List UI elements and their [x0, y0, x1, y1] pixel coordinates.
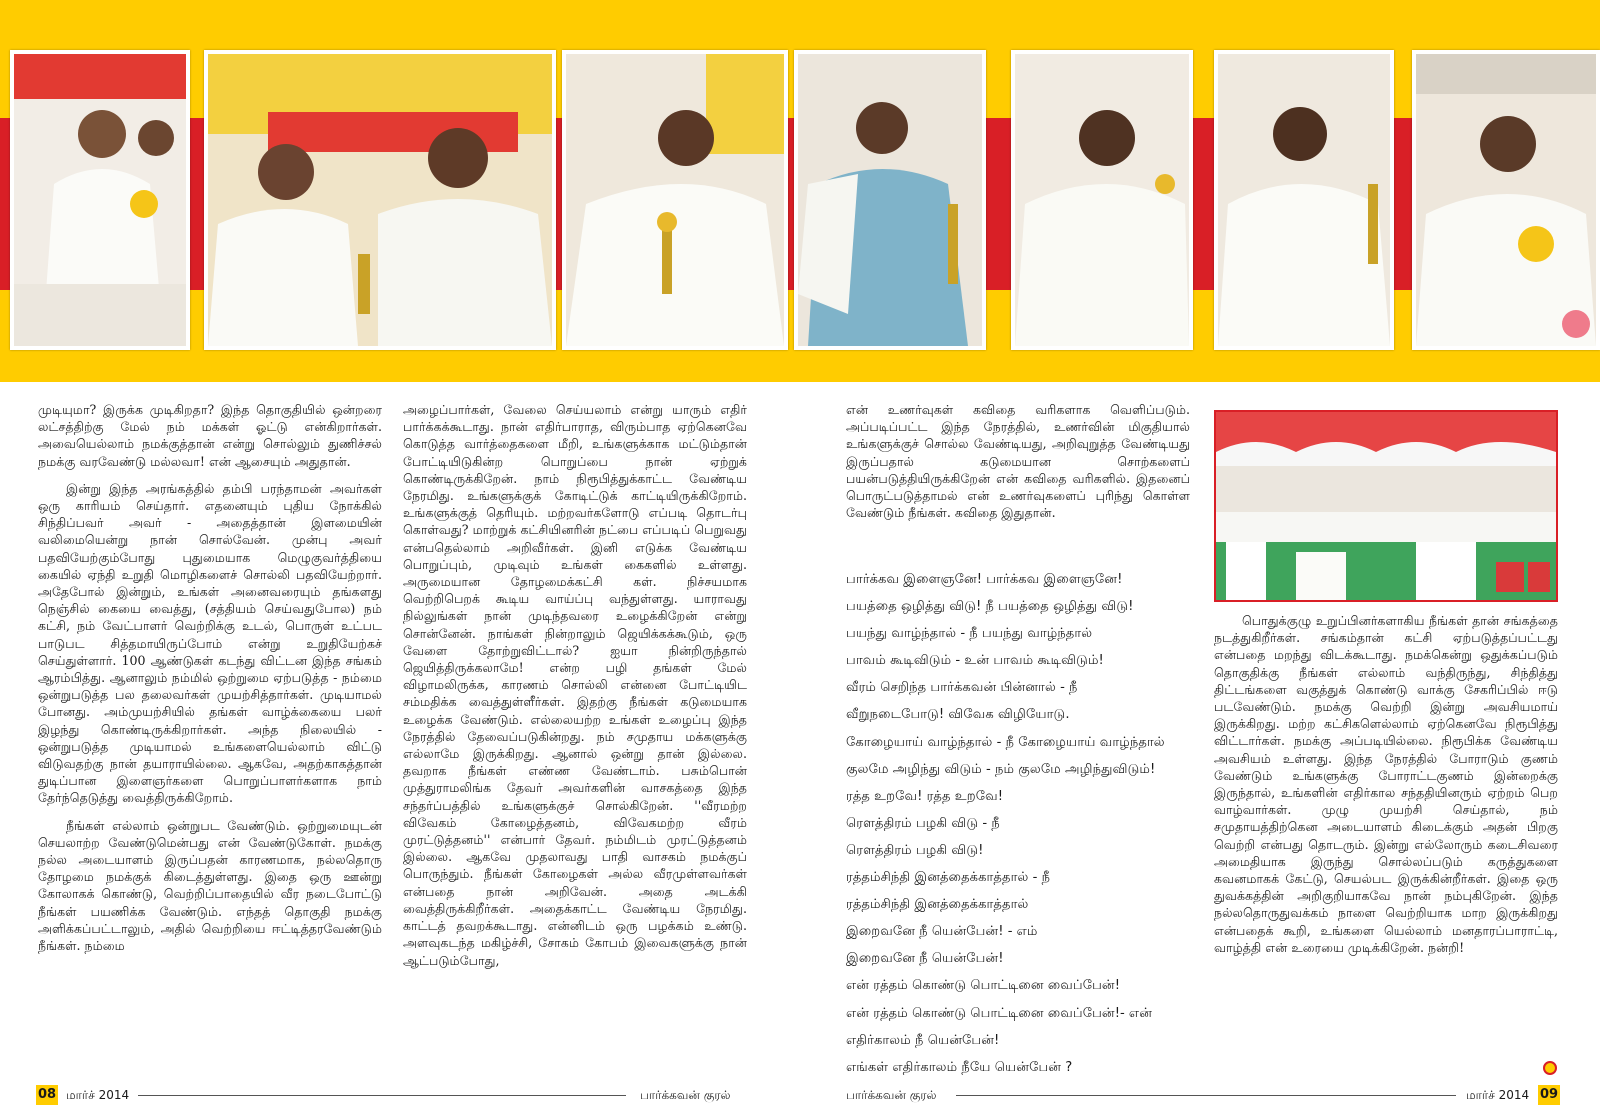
poem-line: பயந்து வாழ்ந்தால் - நீ பயந்து வாழ்ந்தால் — [846, 626, 1093, 642]
footer — [0, 1085, 1600, 1105]
poem-line: ரத்தம்சிந்தி இனத்தைக்காத்தால் — [846, 897, 1029, 913]
poem-line: ரௌத்திரம் பழகி விடு! — [846, 842, 984, 858]
poem-line: இறைவனே நீ யென்பேன்! — [846, 951, 1004, 967]
photo-award-handover-3 — [794, 50, 986, 350]
poem-line: எதிர்காலம் நீ யென்பேன்! — [846, 1032, 1000, 1048]
photo-award-handover-4 — [1011, 50, 1193, 350]
paragraph: பொதுக்குழு உறுப்பினர்களாகிய நீங்கள் தான் சங்கத்தை நடத்துகிறீர்கள். சங்கம்தான் கட்சி ஏற்படுத்தப்பட்டது என்பதை மறந்து விடக்கூடாது. நமக்கென்று ஒதுக்கப்படும் தொகுதிக்கு நீங்கள் எல்லாம் வந்திருந்து, சிந்தித்து திட்டங்களை வகுத்துக் கொண்டு வாக்கு சேகரிப்பில் ஈடு படவேண்டும். நமக்கு வெற்றி இன்று அவசியமாய் இருக்கிறது. மற்ற கட்சிகளெல்லாம் ஏற்கெனவே நிரூபித்து விட்டார்கள். நமக்கு அப்படியில்லை. நிரூபிக்க வேண்டிய அவசியம் உள்ளது. இந்த நேரத்தில் போராடும் குணம் வேண்டும் உங்களுக்கு போராட்டகுணம் இன்றைக்கு இருந்தால், உங்களின் எதிர்கால சந்ததியினரும் ஏற்றம் பெற வாழ்வார்கள். முழு முயற்சி செய்தால், நம் சமுதாயத்திற்கென அடையாளம் கிடைக்கும் அதன் பிறகு வெற்றி என்பது தொடரும். இன்று எல்லோரும் கடைசிவரை அமைதியாக இருந்து சொல்லப்படும் கருத்துகளை கவனமாகக் கேட்டு, செயல்பட இருக்கின்றீர்கள். இதை ஒரு துவக்கத்தின் அறிகுறியாகவே நான் நம்புகிறேன். இந்த நல்லதொருதுவக்கம் நாளை வெற்றியாக மாற இருக்கிறது என்பதைக் கூறி, உங்களை யெல்லாம் மனதாரப்பாராட்டி, வாழ்த்தி என் உரையை முடிக்கிறேன். நன்றி! — [1214, 613, 1558, 955]
footer-month-right: மார்ச் 2014 — [1466, 1088, 1530, 1102]
photo-image — [1015, 54, 1189, 346]
poem-line: பயத்தை ஒழித்து விடு! நீ பயத்தை ஒழித்து விடு! — [846, 599, 1134, 615]
footer-rule-left — [138, 1095, 626, 1096]
poem-line: என் ரத்தம் கொண்டு பொட்டினை வைப்பேன்!- என் — [846, 1005, 1153, 1021]
poem-line: வீறுநடைபோடு! விவேக விழியோடு. — [846, 707, 1070, 723]
poem-line: குலமே அழிந்து விடும் - நம் குலமே அழிந்துவிடும்! — [846, 761, 1156, 777]
footer-magazine-right: பார்க்கவன் குரல் — [846, 1088, 937, 1102]
poem-line: இறைவனே நீ யென்பேன்! - எம் — [846, 924, 1038, 940]
left-column-1 — [38, 401, 382, 964]
footer-rule-right — [956, 1095, 1456, 1096]
paragraph: முடியுமா? இருக்க முடிகிறதா? இந்த தொகுதியில் ஒன்றரை லட்சத்திற்கு மேல் நம் மக்கள் ஓட்டு என்கிறார்கள். அவையெல்லாம் நமக்குத்தான் என்று சொல்லும் துணிச்சல் நமக்கு வரவேண்டு மல்லவா! என் ஆசையும் அதுதான். — [38, 402, 382, 469]
poem-line: ரத்தம்சிந்தி இனத்தைக்காத்தால் - நீ — [846, 870, 1051, 886]
photo-image — [1216, 412, 1556, 600]
poem-line: என் ரத்தம் கொண்டு பொட்டினை வைப்பேன்! — [846, 978, 1120, 994]
photo-award-handover-2 — [562, 50, 788, 350]
right-column-intro — [846, 401, 1190, 531]
poem-line: கோழையாய் வாழ்ந்தால் - நீ கோழையாய் வாழ்ந்தால் — [846, 734, 1165, 750]
poem-block — [846, 566, 1206, 1081]
footer-month-left: மார்ச் 2014 — [66, 1088, 130, 1102]
photo-image — [208, 54, 552, 346]
inset-photo-gathering — [1214, 410, 1558, 602]
photo-image — [1218, 54, 1390, 346]
photo-award-handover-1 — [204, 50, 556, 350]
poem-line: பார்க்கவ இளைஞனே! பார்க்கவ இளைஞனே! — [846, 572, 1123, 587]
poem-line: ரத்த உறவே! ரத்த உறவே! — [846, 788, 1003, 804]
footer-magazine-left: பார்க்கவன் குரல் — [640, 1088, 731, 1102]
poem-line: வீரம் செறிந்த பார்க்கவன் பின்னால் - நீ — [846, 680, 1078, 696]
right-column-2 — [1214, 612, 1558, 966]
paragraph: அழைப்பார்கள், வேலை செய்யலாம் என்று யாரும் எதிர் பார்க்கக்கூடாது. நான் எதிர்பாராத, விரும்பாத ஏற்கெனவே கொடுத்த வார்த்தைகளை மீறி, உங்களுக்காக மட்டும்தான் போட்டியிடுகின்ற பொறுப்பை நான் ஏற்றுக் கொண்டிருக்கிறேன். நாம் நிரூபித்துக்காட்ட வேண்டிய நேரமிது. உங்களுக்குக் கோடிட்டுக் காட்டியிருக்கிறோம். உங்களுக்குத் தெரியும். மற்றவர்களோடு எப்படி தொடர்பு கொள்வது? மாற்றுக் கட்சியினரின் நட்பை எப்படிப் பெறுவது என்பதெல்லாம் அறிவீர்கள். இனி எடுக்க வேண்டிய பொறுப்பும், முடிவும் உங்கள் கைகளில் உள்ளது. அருமையான தோழமைக்கட்சி கள். நிச்சயமாக வெற்றிபெறக் கூடிய வாய்ப்பு வந்துள்ளது. யாராவது நில்லுங்கள் நான் முடிந்தவரை உழைக்கிறேன் என்று சொன்னேன். நாங்கள் நின்றாலும் ஜெயிக்கக்கூடும், ஒரு வேளை தோற்றுவிட்டால்? ஐயா நின்றிருந்தால் ஜெயித்திருக்கலாமே! என்ற பழி தங்கள் மேல் விழாமலிருக்க, காரணம் சொல்லி என்னை போட்டியிட சம்மதிக்க வைத்துள்ளீர்கள். இதற்கு நீங்கள் கடுமையாக உழைக்க வேண்டும். எல்லையற்ற உங்கள் உழைப்பு இந்த நேரத்தில் தேவைப்படுகின்றது. நம் சமுதாய மக்களுக்கு எல்லாமே இருக்கிறது. ஆனால் ஒன்று தான் இல்லை. தவறாக நீங்கள் எண்ண வேண்டாம். பசும்பொன் முத்துராமலிங்க தேவர் அவர்களின் வாசகத்தை இந்த சந்தர்ப்பத்தில் உங்களுக்குச் சொல்கிறேன். ''வீரமற்ற விவேகம் கோழைத்தனம், விவேகமற்ற வீரம் முரட்டுத்தனம்'' என்பார் தேவர். நம்மிடம் முரட்டுத்தனம் இல்லை. ஆகவே முதலாவது பாதி வாசகம் நமக்குப் பொருந்தும். நீங்கள் கோழைகள் அல்ல வீரமுள்ளவர்கள் என்பதை நான் அறிவேன். அதை அடக்கி வைத்திருக்கிறீர்கள். அதைக்காட்ட வேண்டிய நேரமிது. காட்டத் தவறக்கூடாது. என்னிடம் ஒரு பழக்கம் உண்டு. அளவுகடந்த மகிழ்ச்சி, சோகம் கோபம் இவைகளுக்கு நான் ஆட்படும்போது, — [403, 402, 747, 968]
photo-banner — [0, 0, 1600, 382]
poem-line: ரௌத்திரம் பழகி விடு - நீ — [846, 815, 1000, 831]
paragraph: என் உணர்வுகள் கவிதை வரிகளாக வெளிப்படும். அப்படிப்பட்ட இந்த நேரத்தில், உணர்வின் மிகுதியால் உங்களுக்குச் சொல்ல வேண்டியது, அறிவுறுத்த வேண்டியது இருப்பதால் கடுமையான சொற்களைப் பயன்படுத்தியிருக்கிறேன் என் கவிதை வரிகளில். இதனைப் பொருட்படுத்தாமல் என் உணர்வுகளைப் புரிந்து கொள்ள வேண்டும் நீங்கள். கவிதை இதுதான். — [846, 402, 1190, 521]
paragraph: நீங்கள் எல்லாம் ஒன்றுபட வேண்டும். ஒற்றுமையுடன் செயலாற்ற வேண்டுமென்பது என் வேண்டுகோள். நமக்கு நல்ல அடையாளம் இருப்பதன் காரணமாக, நல்லதொரு தோழமை நமக்குக் கிடைத்துள்ளது. இதை ஒரு ஊன்று கோலாகக் கொண்டு, வெற்றிப்பாதையில் வீர நடைபோட்டு நீங்கள் பயணிக்க வேண்டும். எந்தத் தொகுதி நமக்கு அளிக்கப்பட்டாலும், அதில் வெற்றியை ஈட்டித்தரவேண்டும் நீங்கள். நம்மை — [38, 817, 382, 954]
photo-guest-seated — [10, 50, 190, 350]
photo-award-handover-5 — [1214, 50, 1394, 350]
left-column-2 — [403, 401, 747, 979]
end-mark-icon — [1543, 1061, 1557, 1075]
photo-image — [566, 54, 784, 346]
photo-image — [798, 54, 982, 346]
page-number-right: 09 — [1538, 1085, 1560, 1105]
page-number-left: 08 — [36, 1085, 58, 1105]
photo-image — [14, 54, 186, 346]
paragraph: இன்று இந்த அரங்கத்தில் தம்பி பரந்தாமன் அவர்கள் ஒரு காரியம் செய்தார். எதனையும் புதிய நோக்கில் சிந்திப்பவர் அவர் - அதைத்தான் இளமையின் வலிமையென்று நான் சொல்வேன். முன்பு அவர் பதவியேற்கும்போது புதுமையாக மெழுகுவர்த்தியை கையில் ஏந்தி உறுதி மொழிகளைச் சொல்லி பதவியேற்றார். அதேபோல் இன்றும், உங்கள் அனைவரையும் தங்களது நெஞ்சில் கையை வைத்து, (சத்தியம் செய்வதுபோல) நம் கட்சி, நம் வேட்பாளர் வெற்றிக்கு உடல், பொருள் உட்பட பாடுபட சித்தமாயிருப்போம் என்று உறுதியேற்கச் செய்துள்ளார். 100 ஆண்டுகள் கடந்து விட்டன இந்த சங்கம் ஆரம்பித்து. ஆனாலும் நம்மில் ஒற்றுமை ஏற்படுத்த - நம்மை ஒன்றுபடுத்த பல தலைவர்கள் முயற்சித்தார்கள். முடியாமல் போனது. அம்முயற்சியில் தங்கள் வாழ்க்கையை பலர் இழந்து கொண்டிருக்கிறார்கள். அந்த நிலையில் - ஒன்றுபடுத்த முடியாமல் உங்களையெல்லாம் விட்டு விடுவதற்கு நான் தயாராயில்லை. ஆகவே, அதற்காகத்தான் துடிப்பான இளைஞர்களை பொறுப்பாளர்களாக நாம் தேர்ந்தெடுத்து வைத்திருக்கிறோம். — [38, 480, 382, 806]
poem-line: பாவம் கூடிவிடும் - உன் பாவம் கூடிவிடும்! — [846, 653, 1104, 669]
photo-image — [1416, 54, 1596, 346]
poem-line: எங்கள் எதிர்காலம் நீயே யென்பேன் ? — [846, 1059, 1073, 1075]
photo-guest-seated-2 — [1412, 50, 1600, 350]
